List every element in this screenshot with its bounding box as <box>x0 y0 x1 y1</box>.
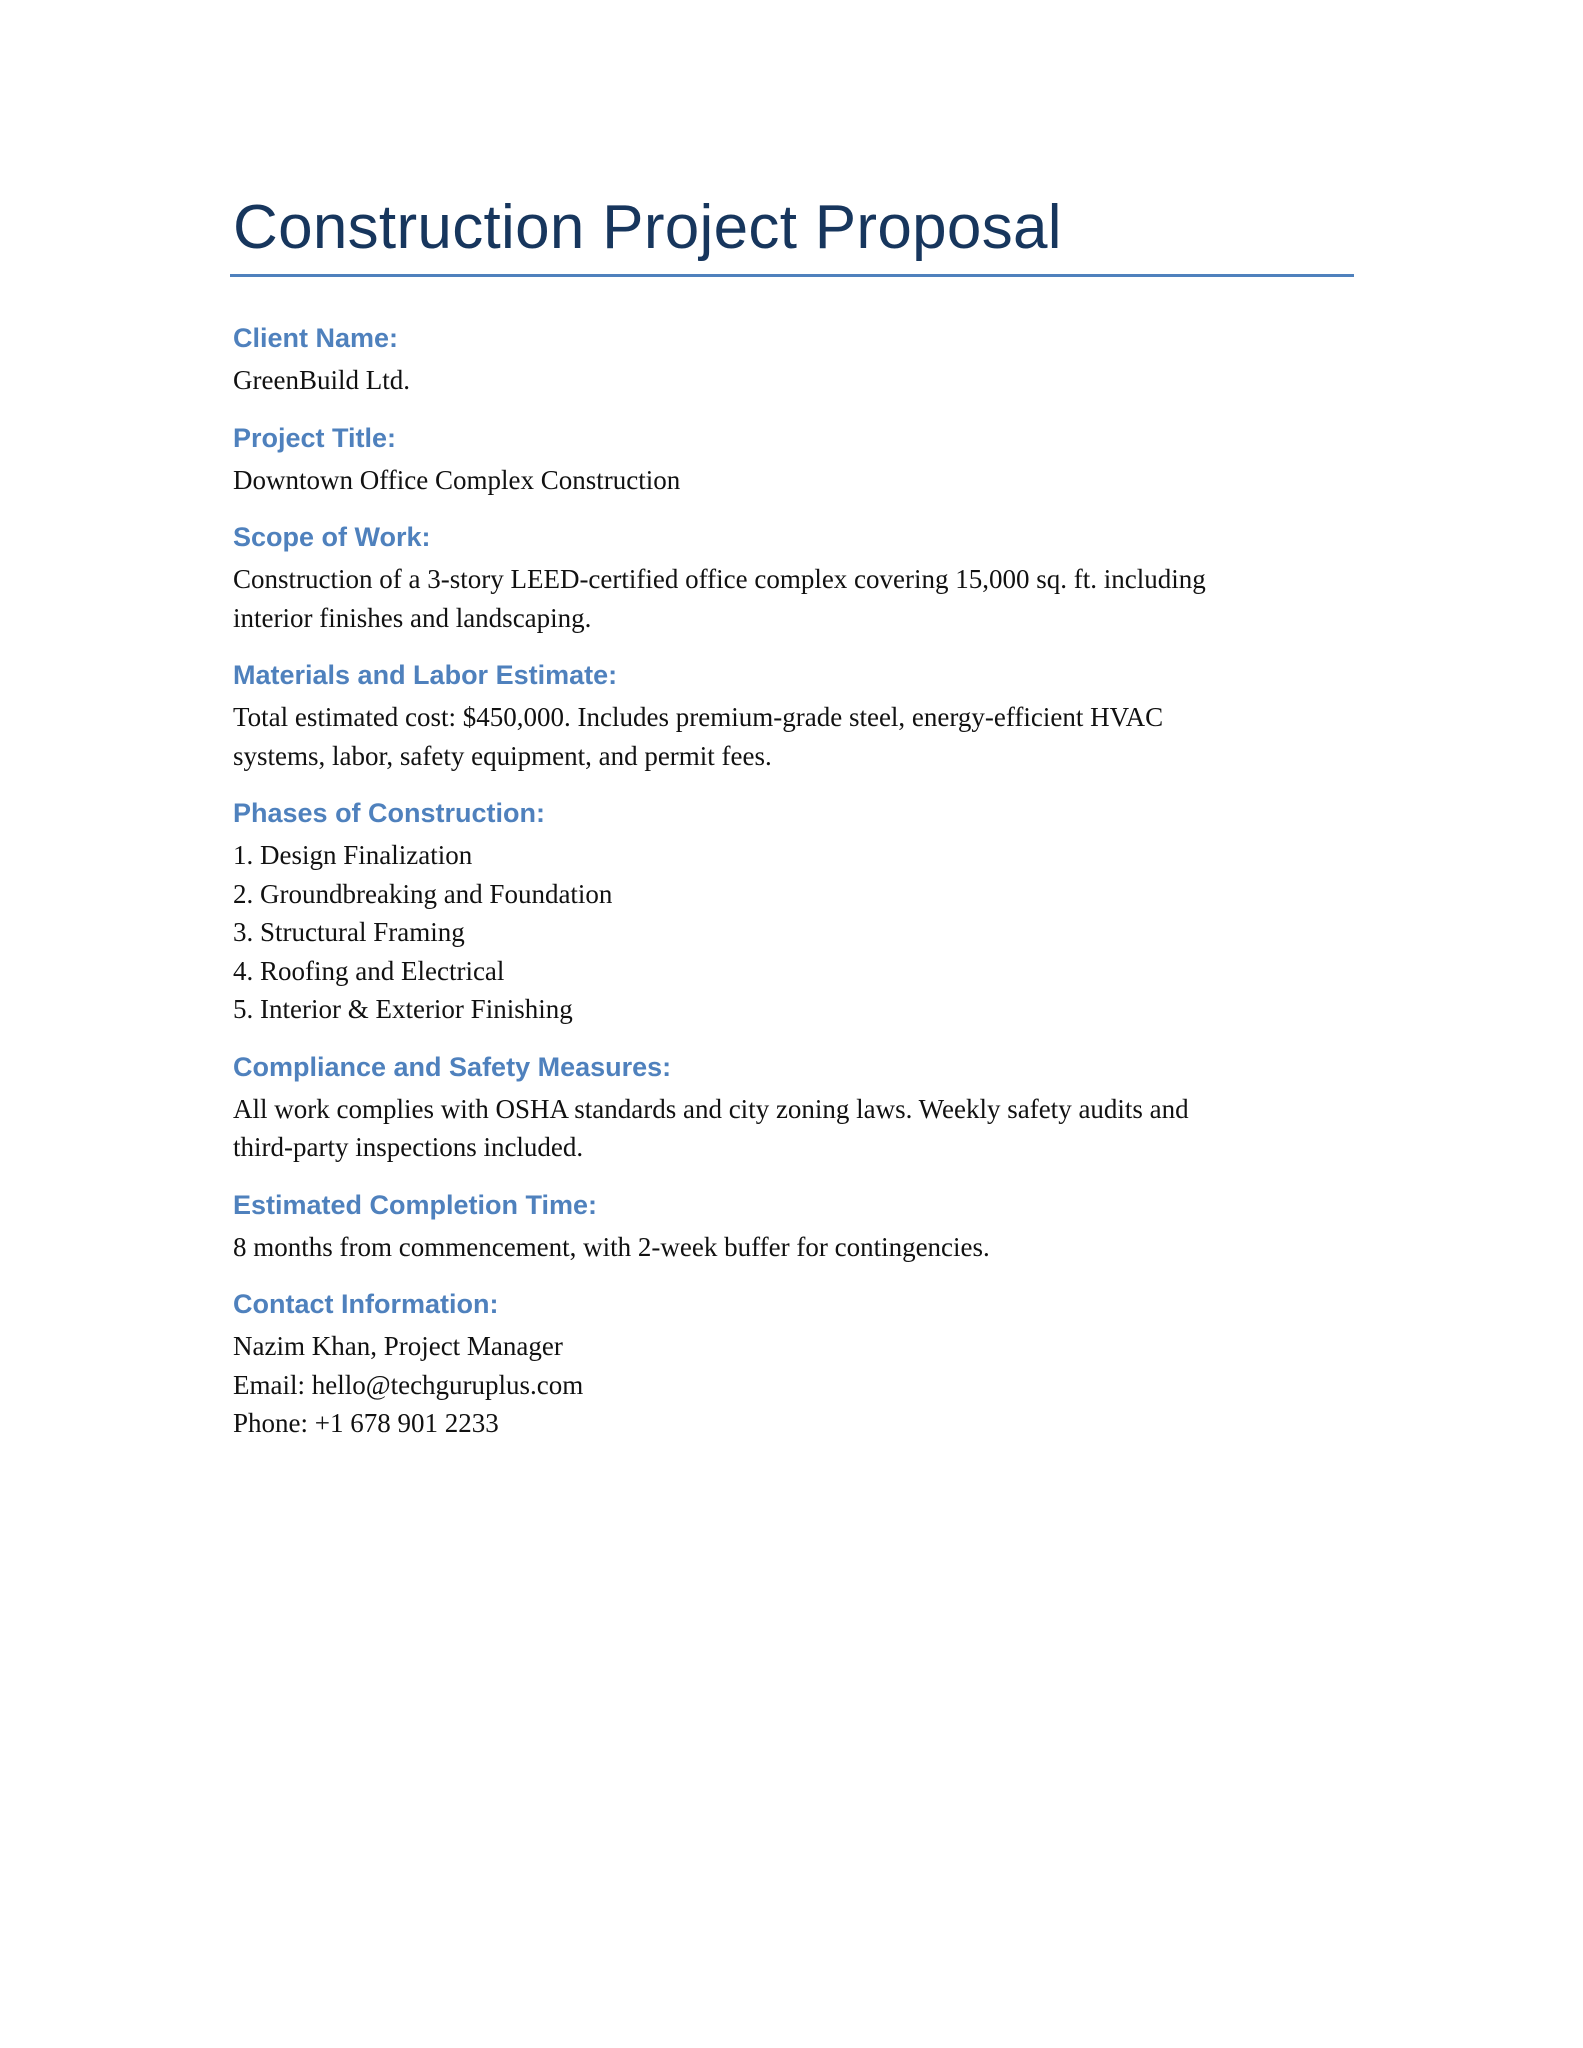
document-content <box>233 190 1357 1464</box>
text-line: systems, labor, safety equipment, and permit fees. <box>233 740 772 771</box>
section-compliance-safety <box>233 1050 1357 1167</box>
phases-of-construction-heading: Phases of Construction: <box>233 798 546 828</box>
contact-email: Email: hello@techguruplus.com <box>233 1369 584 1400</box>
scope-of-work-text <box>233 560 1357 637</box>
text-line: All work complies with OSHA standards and city zoning laws. Weekly safety audits and <box>233 1093 1189 1124</box>
document-title: Construction Project Proposal <box>233 193 1062 262</box>
phase-item: 2. Groundbreaking and Foundation <box>233 878 613 909</box>
estimated-completion-heading: Estimated Completion Time: <box>233 1189 598 1220</box>
phase-item: 3. Structural Framing <box>233 917 465 947</box>
section-scope-of-work <box>233 520 1357 637</box>
contact-information-text <box>233 1327 1357 1443</box>
title-underline-rule <box>230 274 1354 277</box>
text-line: Construction of a 3-story LEED-certified office complex covering 15,000 sq. ft. including <box>233 564 1206 594</box>
text-line: third-party inspections included. <box>233 1132 584 1162</box>
phases-list <box>233 836 1357 1029</box>
phase-item: 5. Interior & Exterior Finishing <box>233 994 573 1024</box>
project-title-text <box>233 461 1357 500</box>
client-name-heading: Client Name: <box>233 323 399 353</box>
project-title-heading: Project Title: <box>233 422 397 453</box>
text-line: interior finishes and landscaping. <box>233 602 592 633</box>
estimated-completion-text <box>233 1228 1357 1267</box>
contact-phone: Phone: +1 678 901 2233 <box>233 1408 499 1438</box>
text-line: GreenBuild Ltd. <box>233 365 410 395</box>
section-project-title <box>233 421 1357 500</box>
compliance-safety-text <box>233 1090 1357 1167</box>
section-estimated-completion <box>233 1188 1357 1267</box>
scope-of-work-heading: Scope of Work: <box>233 522 431 552</box>
section-contact-information <box>233 1287 1357 1443</box>
section-materials-labor-estimate <box>233 658 1357 775</box>
section-client-name <box>233 321 1357 400</box>
phase-item: 1. Design Finalization <box>233 840 473 870</box>
client-name-text <box>233 361 1357 400</box>
text-line: Downtown Office Complex Construction <box>233 464 681 495</box>
contact-name: Nazim Khan, Project Manager <box>233 1331 563 1361</box>
compliance-safety-heading: Compliance and Safety Measures: <box>233 1051 672 1082</box>
materials-labor-estimate-heading: Materials and Labor Estimate: <box>233 660 618 690</box>
materials-labor-estimate-text <box>233 698 1357 775</box>
contact-information-heading: Contact Information: <box>233 1289 499 1319</box>
phase-item: 4. Roofing and Electrical <box>233 955 505 986</box>
text-line: Total estimated cost: $450,000. Includes premium-grade steel, energy-efficient HVAC <box>233 702 1164 732</box>
text-line: 8 months from commencement, with 2-week buffer for contingencies. <box>233 1231 990 1262</box>
section-phases-of-construction <box>233 796 1357 1029</box>
